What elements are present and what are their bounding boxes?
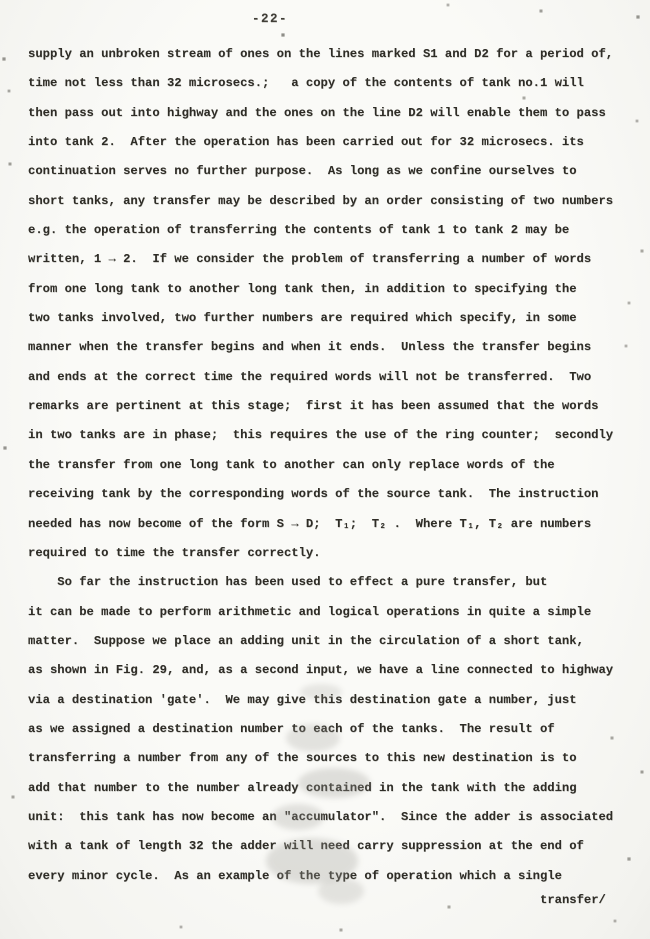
text-line: as we assigned a destination number to each of the tanks. The result of xyxy=(28,721,555,736)
body-text xyxy=(28,40,636,891)
text-line: receiving tank by the corresponding words of the source tank. The instruction xyxy=(28,487,599,502)
text-line: manner when the transfer begins and when it ends. Unless the transfer begins xyxy=(28,340,592,355)
page-number: -22- xyxy=(252,12,289,26)
scan-specks xyxy=(0,0,2,2)
text-line: unit: this tank has now become an "accumulator". Since the adder is associated xyxy=(28,809,614,824)
text-line: and ends at the correct time the required words will not be transferred. Two xyxy=(28,369,592,384)
text-line: short tanks, any transfer may be described by an order consisting of two numbers xyxy=(28,193,614,208)
text-line: two tanks involved, two further numbers are required which specify, in some xyxy=(28,311,577,326)
text-line: it can be made to perform arithmetic and logical operations in quite a simple xyxy=(28,604,592,619)
text-line: supply an unbroken stream of ones on the lines marked S1 and D2 for a period of, xyxy=(28,47,614,61)
text-line: transferring a number from any of the sources to this new destination is to xyxy=(28,751,577,766)
text-line: every minor cycle. As an example of the type of operation which a single xyxy=(28,868,562,883)
text-line: written, 1 → 2. If we consider the problem of transferring a number of words xyxy=(28,252,592,267)
text-line: remarks are pertinent at this stage; first it has been assumed that the words xyxy=(28,399,599,414)
catchword: transfer/ xyxy=(540,893,606,907)
text-line: matter. Suppose we place an adding unit in the circulation of a short tank, xyxy=(28,633,584,648)
text-line: e.g. the operation of transferring the contents of tank 1 to tank 2 may be xyxy=(28,223,570,238)
text-line: with a tank of length 32 the adder will need carry suppression at the end of xyxy=(28,839,584,854)
text-line: then pass out into highway and the ones on the line D2 will enable them to pass xyxy=(28,105,606,120)
text-line: via a destination 'gate'. We may give this destination gate a number, just xyxy=(28,692,577,707)
text-line: the transfer from one long tank to another can only replace words of the xyxy=(28,457,555,472)
text-line: add that number to the number already contained in the tank with the adding xyxy=(28,780,577,795)
text-line: So far the instruction has been used to effect a pure transfer, but xyxy=(28,575,548,590)
text-line: in two tanks are in phase; this requires the use of the ring counter; secondly xyxy=(28,428,614,443)
text-line: into tank 2. After the operation has been carried out for 32 microsecs. its xyxy=(28,135,584,150)
text-line: needed has now become of the form S → D; T₁; T₂ . Where T₁, T₂ are numbers xyxy=(28,516,592,531)
text-line: from one long tank to another long tank then, in addition to specifying the xyxy=(28,281,577,296)
text-line: continuation serves no further purpose. As long as we confine ourselves to xyxy=(28,164,577,179)
text-line: time not less than 32 microsecs.; a copy of the contents of tank no.1 will xyxy=(28,76,584,91)
text-line: required to time the transfer correctly. xyxy=(28,545,321,560)
text-line: as shown in Fig. 29, and, as a second input, we have a line connected to highway xyxy=(28,663,614,678)
